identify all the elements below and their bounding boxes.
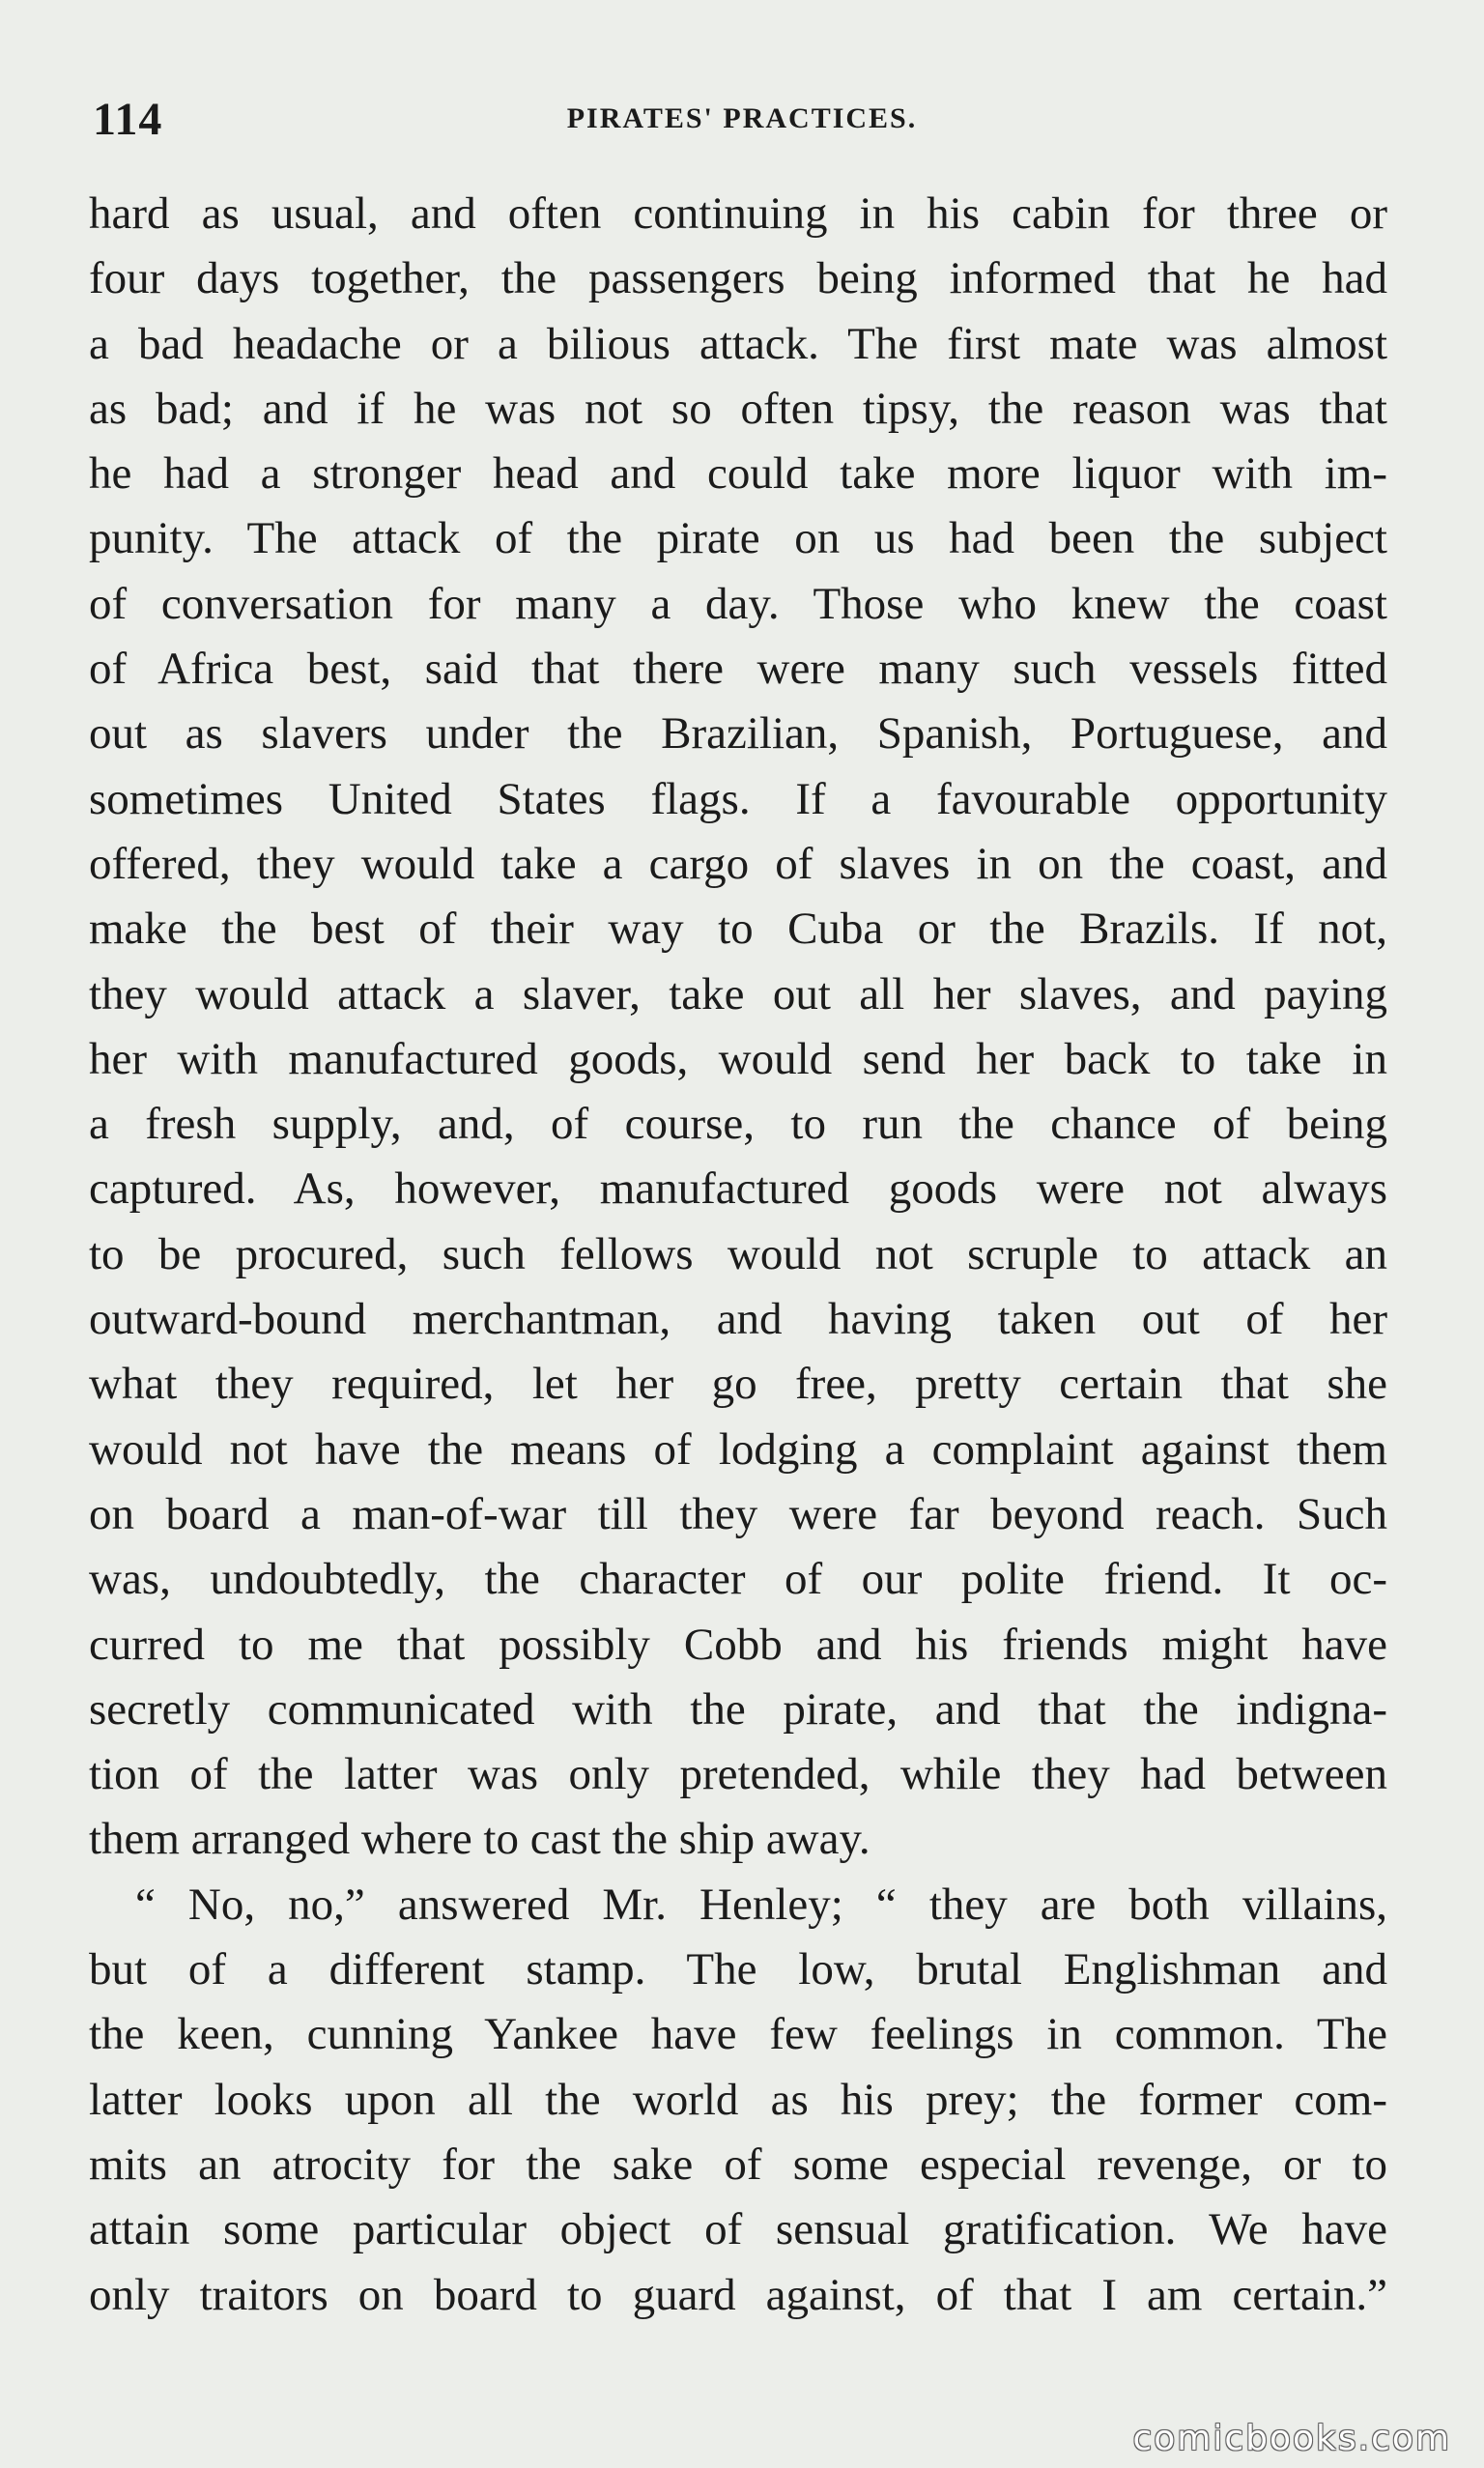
text-line: but of a different stamp. The low, brutal Englishman and bbox=[89, 1944, 1387, 1995]
text-line: offered, they would take a cargo of slaves in on the coast, and bbox=[89, 838, 1387, 889]
text-line: a bad headache or a bilious attack. The first mate was almost bbox=[89, 318, 1387, 369]
page-number: 114 bbox=[93, 94, 163, 145]
running-head: PIRATES' PRACTICES. bbox=[566, 102, 918, 134]
text-line: was, undoubtedly, the character of our polite friend. It oc- bbox=[89, 1554, 1387, 1605]
text-line: secretly communicated with the pirate, and that the indigna- bbox=[89, 1683, 1387, 1735]
text-line: sometimes United States flags. If a favourable opportunity bbox=[89, 773, 1387, 824]
text-line: he had a stronger head and could take more liquor with im- bbox=[89, 448, 1387, 500]
text-line: mits an atrocity for the sake of some especial revenge, or to bbox=[89, 2138, 1387, 2190]
text-line: out as slavers under the Brazilian, Spanish, Portuguese, and bbox=[89, 708, 1387, 760]
text-line: make the best of their way to Cuba or the Brazils. If not, bbox=[89, 904, 1387, 955]
text-line: as bad; and if he was not so often tipsy, the reason was that bbox=[89, 383, 1387, 434]
text-line: a fresh supply, and, of course, to run the chance of being bbox=[89, 1099, 1387, 1150]
text-line: curred to me that possibly Cobb and his friends might have bbox=[89, 1619, 1387, 1670]
text-line: tion of the latter was only pretended, while they had between bbox=[89, 1749, 1387, 1800]
text-line: four days together, the passengers being informed that he had bbox=[89, 253, 1387, 304]
text-line: to be procured, such fellows would not scruple to attack an bbox=[89, 1228, 1387, 1279]
text-line: of Africa best, said that there were many such vessels fitted bbox=[89, 644, 1387, 695]
text-line: them arranged where to cast the ship away. bbox=[89, 1814, 870, 1865]
text-line: hard as usual, and often continuing in his cabin for three or bbox=[89, 188, 1387, 239]
body-text bbox=[89, 182, 1387, 2328]
text-line: outward-bound merchantman, and having taken out of her bbox=[89, 1294, 1387, 1345]
text-line: “ No, no,” answered Mr. Henley; “ they are both villains, bbox=[135, 1879, 1387, 1930]
watermark: comicbooks.com bbox=[1132, 2419, 1451, 2458]
text-line: of conversation for many a day. Those who knew the coast bbox=[89, 578, 1387, 629]
text-line: her with manufactured goods, would send her back to take in bbox=[89, 1033, 1387, 1084]
page-header bbox=[93, 93, 1391, 151]
text-line: punity. The attack of the pirate on us had been the subject bbox=[89, 513, 1387, 564]
text-line: latter looks upon all the world as his prey; the former com- bbox=[89, 2074, 1387, 2125]
text-line: on board a man-of-war till they were far beyond reach. Such bbox=[89, 1488, 1387, 1539]
text-line: the keen, cunning Yankee have few feelings in common. The bbox=[89, 2009, 1387, 2060]
text-line: captured. As, however, manufactured goods were not always bbox=[89, 1163, 1387, 1215]
text-line: only traitors on board to guard against, of that I am certain.” bbox=[89, 2269, 1387, 2320]
text-line: they would attack a slaver, take out all her slaves, and paying bbox=[89, 968, 1387, 1019]
text-line: would not have the means of lodging a complaint against them bbox=[89, 1423, 1387, 1475]
text-line: attain some particular object of sensual gratification. We have bbox=[89, 2204, 1387, 2255]
text-line: what they required, let her go free, pretty certain that she bbox=[89, 1359, 1387, 1410]
